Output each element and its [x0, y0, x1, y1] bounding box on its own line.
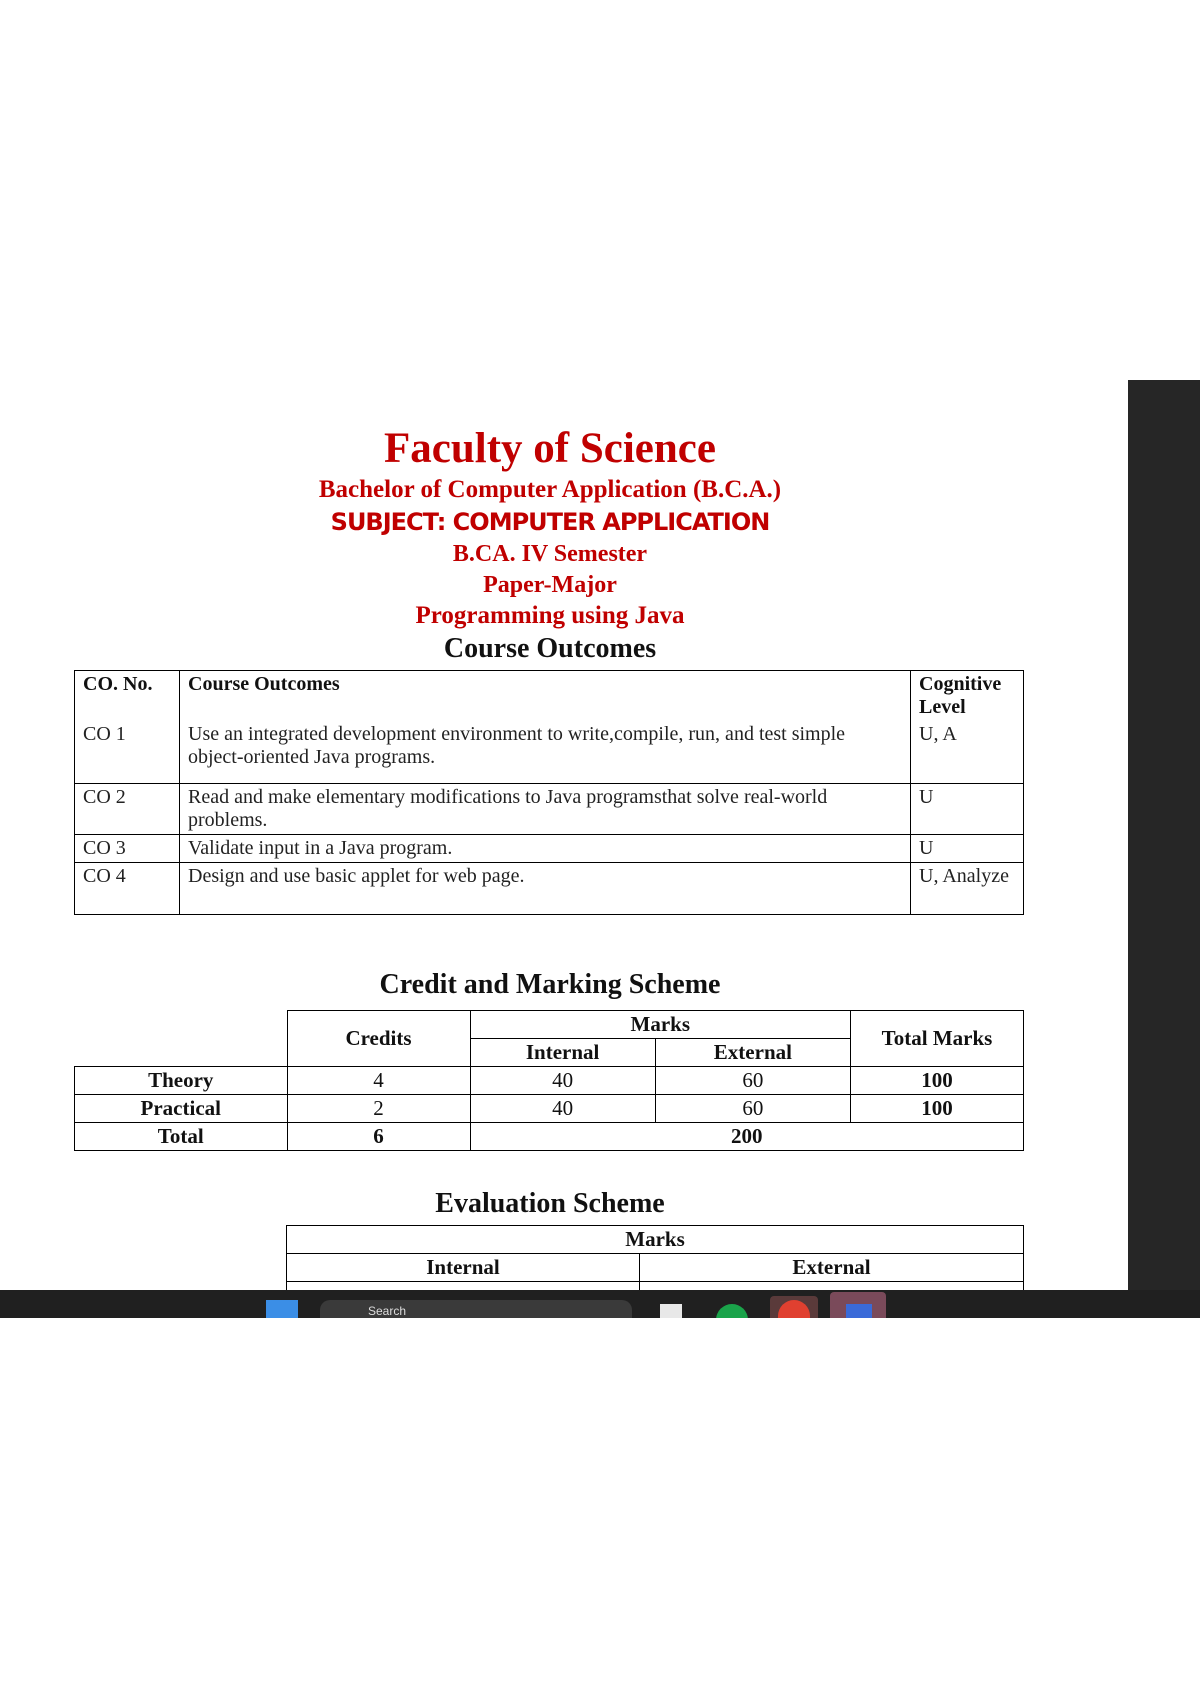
app-logo-icon	[846, 1304, 872, 1318]
table-row	[75, 1123, 1024, 1151]
internal-cell: 40	[470, 1067, 655, 1095]
co-no-cell: CO 1	[75, 721, 180, 783]
co-level-cell: U, Analyze	[911, 862, 1024, 914]
eval-marks-header: Marks	[287, 1226, 1024, 1254]
external-cell: 60	[655, 1095, 850, 1123]
table-row	[75, 862, 1024, 914]
table-row	[75, 1095, 1024, 1123]
file-explorer-icon[interactable]	[660, 1304, 682, 1318]
credits-header: Credits	[287, 1011, 470, 1067]
paper-title: Paper-Major	[483, 572, 617, 598]
co-no-header: CO. No.	[75, 671, 180, 722]
table-row	[75, 671, 1024, 722]
row-label: Practical	[75, 1095, 288, 1123]
app-icon-active[interactable]	[830, 1292, 886, 1318]
row-label: Theory	[75, 1067, 288, 1095]
table-row	[75, 783, 1024, 834]
table-row	[75, 1067, 1024, 1095]
co-no-cell: CO 3	[75, 834, 180, 862]
co-level-cell: U	[911, 834, 1024, 862]
evaluation-scheme-title: Evaluation Scheme	[435, 1188, 665, 1219]
table-row	[74, 1226, 1024, 1254]
table-row	[75, 834, 1024, 862]
co-level-cell: U, A	[911, 721, 1024, 783]
course-outcomes-table	[74, 670, 1024, 915]
program-title: Bachelor of Computer Application (B.C.A.)	[318, 476, 782, 503]
blank-cell	[75, 1011, 288, 1067]
credit-scheme-title: Credit and Marking Scheme	[379, 969, 721, 1000]
external-cell: 60	[655, 1067, 850, 1095]
credits-cell: 2	[287, 1095, 470, 1123]
total-cell: 100	[851, 1067, 1024, 1095]
credits-cell: 4	[287, 1067, 470, 1095]
row-label: Total	[75, 1123, 288, 1151]
external-header: External	[655, 1039, 850, 1067]
windows-start-icon[interactable]	[266, 1300, 298, 1318]
internal-header: Internal	[470, 1039, 655, 1067]
co-text-cell: Read and make elementary modifications to Java programsthat solve real-world problems.	[180, 783, 911, 834]
credit-marking-table	[74, 1010, 1024, 1151]
co-level-cell: U	[911, 783, 1024, 834]
co-no-cell: CO 2	[75, 783, 180, 834]
semester-title: B.CA. IV Semester	[452, 541, 648, 567]
marks-header: Marks	[470, 1011, 851, 1039]
eval-internal-header: Internal	[287, 1254, 640, 1282]
course-title: Programming using Java	[415, 602, 685, 629]
chrome-logo-icon	[778, 1300, 810, 1318]
taskbar-search-input[interactable]: Search	[320, 1300, 632, 1318]
chrome-icon[interactable]	[770, 1296, 818, 1318]
faculty-title: Faculty of Science	[384, 425, 716, 472]
document-view	[0, 380, 1128, 1290]
internal-cell: 40	[470, 1095, 655, 1123]
total-marks-header: Total Marks	[851, 1011, 1024, 1067]
cognitive-level-header: Cognitive Level	[911, 671, 1024, 722]
outcomes-heading: Course Outcomes	[443, 633, 657, 664]
right-panel	[1128, 380, 1200, 1290]
subject-title: SUBJECT: COMPUTER APPLICATION	[330, 508, 770, 536]
co-text-cell: Use an integrated development environment to write,compile, run, and test simple object-oriented Java programs.	[180, 721, 911, 783]
taskbar	[0, 1290, 1200, 1318]
course-outcomes-header: Course Outcomes	[180, 671, 911, 722]
eval-external-header: External	[640, 1254, 1024, 1282]
spotify-icon[interactable]	[716, 1304, 748, 1318]
screenshot-screen	[0, 380, 1200, 1318]
total-marks-cell: 200	[470, 1123, 1024, 1151]
co-text-cell: Validate input in a Java program.	[180, 834, 911, 862]
table-row	[75, 721, 1024, 783]
total-cell: 100	[851, 1095, 1024, 1123]
co-text-cell: Design and use basic applet for web page.	[180, 862, 911, 914]
credits-cell: 6	[287, 1123, 470, 1151]
co-no-cell: CO 4	[75, 862, 180, 914]
table-row	[75, 1011, 1024, 1039]
